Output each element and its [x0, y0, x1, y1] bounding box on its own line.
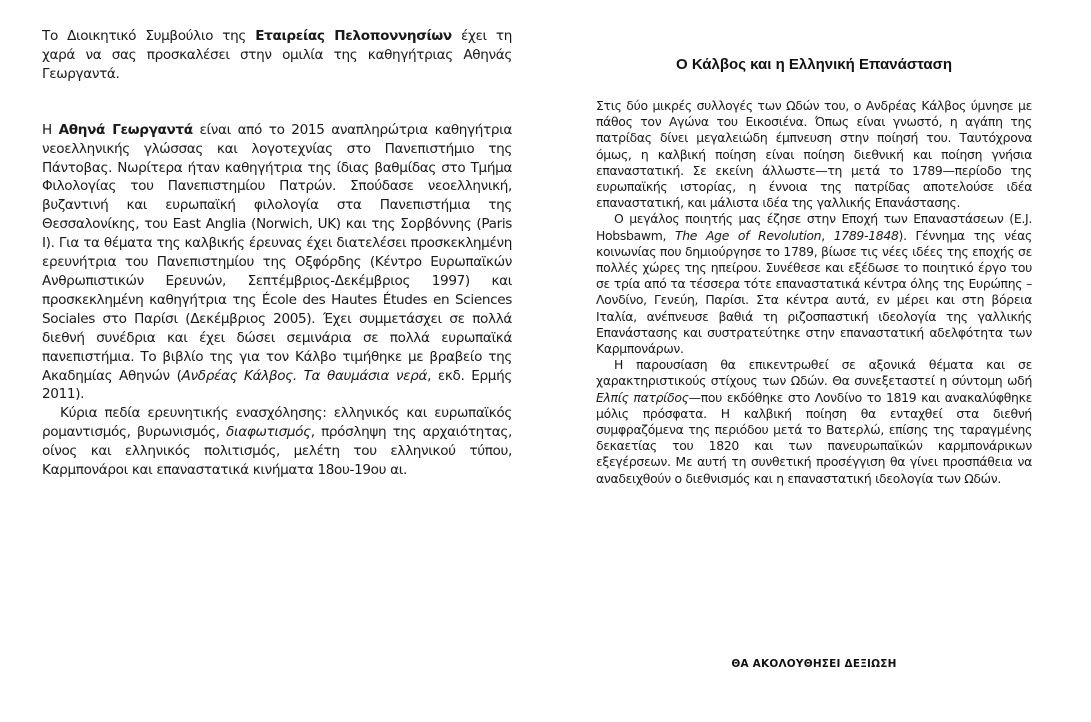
abstract-paragraph-1: Στις δύο μικρές συλλογές των Ωδών του, ο Ανδρέας Κάλβος ύμνησε με πάθος τον Αγώνα του Εικοσιένα. Όπως είναι γνωστό, η αγάπη της πατρίδας δίνει μεγαλειώδη έμπνευση στην ποίησή του. Ταυτόχρονα όμως, η καλβική ποίηση είναι ποίηση διεθνική και ποίηση γνήσια επαναστατική. Σε εκείνη άλλωστε—τη μετά το 1789—περίοδο της ευρωπαϊκής ιστορίας, η έννοια της πατρίδας αποτελούσε ιδέα επαναστατική, και μάλιστα ιδέα της γαλλικής Επανάστασης. [596, 98, 1032, 211]
research-paragraph [42, 404, 512, 480]
research-text: Κύρια πεδία ερευνητικής ενασχόλησης: ελληνικός και ευρωπαϊκός ρομαντισμός, βυρωνισμός, [42, 405, 512, 441]
invitation-paragraph [42, 27, 512, 84]
intro-text: Το Διοικητικό Συμβούλιο της [42, 28, 256, 44]
speaker-name: Αθηνά Γεωργαντά [58, 121, 193, 138]
bio-text: είναι από το 2015 αναπληρώτρια καθηγήτρια νεοελληνικής γλώσσας και λογοτεχνίας στο Πανεπιστήμιο της Πάντοβας. Νωρίτερα ήταν καθηγήτρια της ίδιας βαθμίδας στο Τμήμα Φιλολογίας του Πανεπιστημίου Πατρών. Σπούδασε νεοελληνική, βυζαντινή και ευρωπαϊκή φιλολογία στα Πανεπιστήμια της Θεσσαλονίκης, του East Anglia (Norwich, UK) και της Σορβόννης (Paris I). Για τα θέματα της καλβικής έρευνας έχει διατελέσει προσκεκλημένη ερευνήτρια του Πανεπιστημίου της Οξφόρδης (Κέντρο Ευρωπαϊκών Ανθρωπιστικών Ερευνών, Σεπτέμβριος-Δεκέμβριος 1997) και προσκεκλημένη καθηγήτρια της École des Hautes Études en Sciences Sociales στο Παρίσι (Δεκέμβριος 2005). Έχει συμμετάσχει σε πολλά διεθνή συνέδρια και έχει δώσει σεμινάρια σε πολλά ευρωπαϊκά πανεπιστήμια. Το βιβλίο της για τον Κάλβο τιμήθηκε με βραβείο της Ακαδημίας Αθηνών ( [42, 121, 513, 384]
reception-note: ΘΑ ΑΚΟΛΟΥΘΗΣΕΙ ΔΕΞΙΩΣΗ [731, 658, 897, 670]
society-name: Εταιρείας Πελοποννησίων [255, 28, 452, 44]
para2-separator: , [821, 227, 834, 243]
bio-text-end: , εκδ. Ερμής 2011). [42, 367, 512, 403]
research-text-end: , πρόσληψη της αρχαιότητας, οίνος και ελληνικός πολιτισμός, μελέτη του ελληνικού τύπου, Καρμπονάροι και επαναστατικά κινήματα 18ου-19ου αι. [42, 424, 512, 479]
para2-text: Ο μεγάλος ποιητής μας έζησε στην Εποχή των Επαναστάσεων (E.J. Hobsbawm, [596, 211, 1032, 243]
research-italic: διαφωτισμός [226, 424, 311, 441]
hobsbawm-book-years: 1789-1848 [833, 227, 899, 243]
book-title: Ανδρέας Κάλβος. Τα θαυμάσια νερά [181, 367, 428, 384]
right-column [596, 98, 1032, 487]
ode-title: Ελπίς πατρίδος [596, 389, 689, 405]
para3-text-end: —που εκδόθηκε στο Λονδίνο το 1819 και ανακαλύφθηκε μόλις πρόσφατα. Η καλβική ποίηση θα ενταχθεί στα διεθνή συμφραζόμενα της περιόδου μετά το Βατερλώ, επίσης της ταραγμένης δεκαετίας του 1820 και των πανευρωπαϊκών καρμπονάρικων εξεγέρσεων. Με αυτή τη συνθετική προσέγγιση θα γίνει προσπάθεια να αναδειχθούν ο διεθνισμός και η επαναστατική ιδεολογία των Ωδών. [596, 389, 1032, 486]
hobsbawm-book-title: The Age of Revolution [674, 227, 822, 243]
abstract-paragraph-2 [596, 211, 1032, 357]
lecture-title: Ο Κάλβος και η Ελληνική Επανάσταση [675, 56, 953, 73]
left-column [42, 27, 512, 480]
intro-text-end: έχει τη χαρά να σας προσκαλέσει στην ομιλία της καθηγήτριας Αθηνάς Γεωργαντά. [42, 28, 512, 82]
para3-text: Η παρουσίαση θα επικεντρωθεί σε αξονικά θέματα και σε χαρακτηριστικούς στίχους των Ωδών. Θα συνεξεταστεί η σύντομη ωδή [596, 357, 1032, 389]
bio-prefix: Η [42, 121, 59, 138]
para2-text-end: ). Γέννημα της νέας κοινωνίας που δημιούργησε το 1789, βίωσε τις νέες ιδέες της εποχής σε πολλές χώρες της ηπείρου. Συνέθεσε και εξέδωσε το ποιητικό έργο του σε τρία από τα τέσσερα τότε επαναστατικά κέντρα όλης της Ευρώπης – Λονδίνο, Γενεύη, Παρίσι. Στα κέντρα αυτά, εν μέρει και στη βόρεια Ιταλία, ανέπνευσε βαθιά τη ριζοσπαστική ιδεολογία της γαλλικής Επανάστασης και συστρατεύτηκε στην επαναστατική αδελφότητα των Καρμπονάρων. [596, 227, 1032, 357]
bio-paragraph [42, 121, 512, 405]
abstract-paragraph-3 [596, 357, 1032, 487]
